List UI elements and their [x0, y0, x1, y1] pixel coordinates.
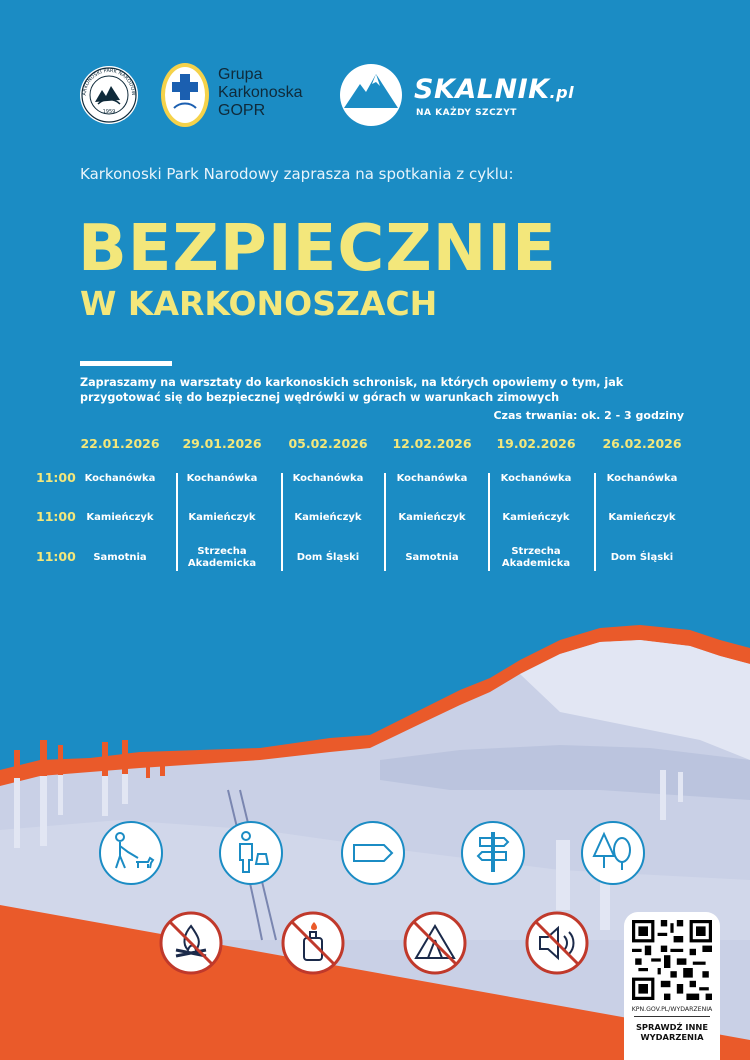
qr-panel[interactable] [624, 912, 720, 1060]
schedule-table [0, 466, 750, 576]
time-row-3: 11:00 [36, 549, 76, 564]
skalnik-mountain-icon [338, 62, 404, 128]
gopr-name [218, 66, 303, 120]
forest-icon [580, 820, 646, 886]
venue-cell: Kochanówka [84, 473, 156, 484]
date-row [0, 436, 750, 456]
skalnik-tagline: NA KAŻDY SZCZYT [416, 108, 517, 118]
date-5: 19.02.2026 [496, 436, 576, 451]
gopr-line-2: Karkonoska [218, 84, 303, 101]
partner-logos [0, 58, 750, 138]
venue-cell: Dom Śląski [296, 552, 360, 563]
venue-cell: Kochanówka [396, 473, 468, 484]
venue-cell: Kamieńczyk [86, 512, 154, 523]
duration: Czas trwania: ok. 2 - 3 godziny [493, 409, 684, 422]
date-6: 26.02.2026 [602, 436, 682, 451]
gopr-line-1: Grupa [218, 66, 263, 83]
venue-cell: Kamieńczyk [188, 512, 256, 523]
take-trash-icon [218, 820, 284, 886]
venue-cell: Kochanówka [500, 473, 572, 484]
kpn-ring-text: ARKONOSKI PARK NARODOW [81, 67, 137, 96]
kpn-logo-icon [78, 64, 140, 126]
description: Zapraszamy na warsztaty do karkonoskich schronisk, na których opowiemy o tym, jak przygotować się do bezpiecznej wędrówki w górach w warunkach zimowych [80, 376, 624, 404]
venue-cell: Kamieńczyk [502, 512, 570, 523]
title-divider [80, 361, 172, 366]
gopr-line-3: GOPR [218, 102, 266, 119]
venue-cell: Strzecha Akademicka [501, 546, 571, 569]
venue-cell: Kochanówka [186, 473, 258, 484]
venue-cell: Kamieńczyk [608, 512, 676, 523]
trail-marker-icon [340, 820, 406, 886]
no-lighter-icon [280, 910, 346, 976]
gopr-logo-icon [160, 62, 210, 128]
date-3: 05.02.2026 [288, 436, 368, 451]
no-camping-icon [402, 910, 468, 976]
skalnik-domain: .pl [549, 83, 575, 102]
qr-code-icon[interactable] [632, 920, 712, 1000]
venue-cell: Strzecha Akademicka [187, 546, 257, 569]
venue-cell: Kamieńczyk [398, 512, 466, 523]
qr-url[interactable]: KPN.GOV.PL/WYDARZENIA [631, 1006, 713, 1013]
venue-cell: Kochanówka [606, 473, 678, 484]
venue-cell: Samotnia [93, 552, 147, 563]
skalnik-name: SKALNIK.pl [414, 74, 575, 105]
signpost-icon [460, 820, 526, 886]
no-noise-icon [524, 910, 590, 976]
venue-cell: Dom Śląski [610, 552, 674, 563]
time-row-2: 11:00 [36, 509, 76, 524]
date-4: 12.02.2026 [392, 436, 472, 451]
kpn-year: 1959 [102, 109, 116, 115]
no-fire-icon [158, 910, 224, 976]
date-2: 29.01.2026 [182, 436, 262, 451]
qr-cta[interactable]: SPRAWDŹ INNE WYDARZENIA [635, 1022, 709, 1042]
venue-cell: Samotnia [405, 552, 459, 563]
date-1: 22.01.2026 [80, 436, 160, 451]
title-line-2: W KARKONOSZACH [80, 284, 438, 323]
time-row-1: 11:00 [36, 470, 76, 485]
venue-cell: Kochanówka [292, 473, 364, 484]
qr-divider [634, 1016, 710, 1017]
dog-on-leash-icon [98, 820, 164, 886]
intro-text: Karkonoski Park Narodowy zaprasza na spotkania z cyklu: [80, 165, 514, 183]
title-line-1: BEZPIECZNIE [78, 212, 557, 286]
venue-cell: Kamieńczyk [294, 512, 362, 523]
